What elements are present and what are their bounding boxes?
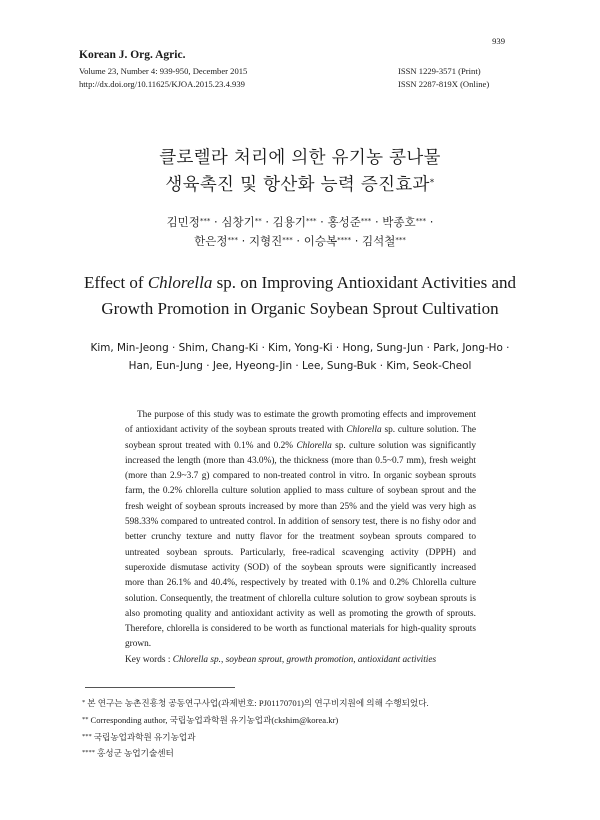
abstract-text: The purpose of this study was to estimate the growth promoting effects and improvement of antioxidant activity of the soybean sprouts treated with (125, 410, 476, 436)
english-authors-line1: Kim, Min-Jeong · Shim, Chang-Ki · Kim, Yong-Ki · Hong, Sung-Jun · Park, Jong-Ho · (90, 342, 510, 354)
korean-title-line2-wrap (0, 172, 600, 199)
abstract (125, 408, 476, 653)
author-mark: *** (227, 236, 238, 244)
footnote-mark: *** (82, 733, 92, 740)
footnote-mark: * (82, 699, 86, 706)
korean-authors-line2: 한은정*** · 지형진*** · 이승복**** · 김석철*** (194, 234, 406, 248)
author-mark: *** (360, 217, 372, 225)
abstract-text: sp. culture solution was significantly increased the length (more than 43.0%), the thickness (more than 0.5~0.7 mm), fresh weight (more than 2.9~3.7 g) compared to non-treated control in vitro. In organic soybean sprouts farm, the 0.2% chlorella culture solution applied to mass culture of soybean sprout and the fresh weight of soybean sprouts increased by more than 25% and the yield was very high as 598.33% compared to untreated control. In addition of sensory test, there is no fishy odor and better crunchy texture and nutty flavor for the treatment soybean sprouts compared to untreated soybean sprouts. Particularly, free-radical scavenging activity (DPPH) and superoxide dismutase activity (SOD) of the soybean sprouts were significantly increased more than 26.1% and 40.4%, respectively by treated with 0.1% and 0.2% Chlorella culture solution. Consequently, the treatment of chlorella culture solution to grow soybean sprouts is also promoting quality and antioxidant activity as well as promoting the growth of sprouts. Therefore, chlorella is considered to be worth as functional materials for high-quality sprouts grown. (125, 440, 476, 650)
footnote-mark: ** (82, 716, 89, 723)
author-name: 김석철 (362, 234, 396, 248)
volume-line: Volume 23, Number 4: 939-950, December 2015 (79, 66, 248, 76)
keywords (125, 655, 436, 665)
author-mark: *** (395, 236, 406, 244)
korean-authors (0, 213, 600, 251)
author-mark: *** (306, 217, 317, 225)
english-title-line2: Growth Promotion in Organic Soybean Sprout Cultivation (101, 299, 499, 318)
author-name: 심창기 (221, 215, 255, 229)
title-text: Effect of (83, 273, 148, 292)
issn-print: ISSN 1229-3571 (Print) (398, 66, 481, 76)
author-name: 한은정 (194, 234, 228, 248)
english-authors-line2: Han, Eun-Jung · Jee, Hyeong-Jin · Lee, Sung-Buk · Kim, Seok-Cheol (128, 360, 472, 372)
keywords-text: Chlorella sp., soybean sprout, growth promotion, antioxidant activities (172, 655, 437, 665)
abstract-italic: Chlorella (296, 440, 332, 451)
keywords-label: Key words : (125, 655, 173, 665)
abstract-text: sp. culture solution. The soybean sprout treated with 0.1% and 0.2% (125, 425, 476, 451)
author-mark: ** (254, 217, 262, 225)
english-authors (0, 339, 600, 375)
footnote-text: 본 연구는 농촌진흥청 공동연구사업(과제번호: PJ01170701)의 연구비지원에 의해 수행되었다. (87, 698, 429, 708)
abstract-italic: Chlorella (346, 425, 382, 436)
author-mark: *** (415, 217, 427, 225)
footnote-text: 홍성군 농업기술센터 (97, 748, 174, 758)
page-number: 939 (492, 36, 505, 46)
author-mark: *** (199, 217, 211, 225)
author-name: 이승복 (303, 234, 338, 248)
issn-online: ISSN 2287-819X (Online) (398, 79, 490, 89)
footnote-3 (82, 731, 196, 744)
author-mark: *** (282, 236, 293, 244)
journal-meta (79, 65, 247, 91)
footnote-mark: **** (82, 749, 95, 756)
journal-name: Korean J. Org. Agric. (79, 49, 186, 61)
footnote-4 (82, 747, 174, 760)
author-name: 김민정 (166, 215, 200, 229)
title-italic: Chlorella (147, 273, 213, 292)
english-title (0, 270, 600, 322)
doi-link[interactable]: http://dx.doi.org/10.11625/KJOA.2015.23.4.939 (79, 79, 245, 89)
author-name: 김용기 (272, 215, 306, 229)
footnote-1 (82, 697, 429, 710)
footnote-text: Corresponding author, 국립농업과학원 유기농업과(ckshim@korea.kr) (90, 715, 339, 725)
author-name: 박종호 (382, 215, 416, 229)
issn-block (398, 65, 489, 91)
english-title-line1 (0, 270, 600, 296)
korean-title-line1: 클로렐라 처리에 의한 유기농 콩나물 (159, 148, 441, 168)
korean-title (0, 145, 600, 199)
author-name: 홍성준 (327, 215, 361, 229)
korean-authors-line1: 김민정*** · 심창기** · 김용기*** · 홍성준*** · 박종호*** · (166, 215, 434, 229)
author-name: 지형진 (248, 234, 283, 248)
korean-title-line2: 생육촉진 및 항산화 능력 증진효과 (165, 175, 430, 195)
footnote-mark: * (429, 178, 435, 188)
footnote-2 (82, 714, 338, 727)
author-mark: **** (337, 236, 352, 244)
title-text: sp. on Improving Antioxidant Activities and (212, 273, 517, 292)
footnote-text: 국립농업과학원 유기농업과 (93, 732, 196, 742)
footnote-divider (85, 687, 235, 688)
